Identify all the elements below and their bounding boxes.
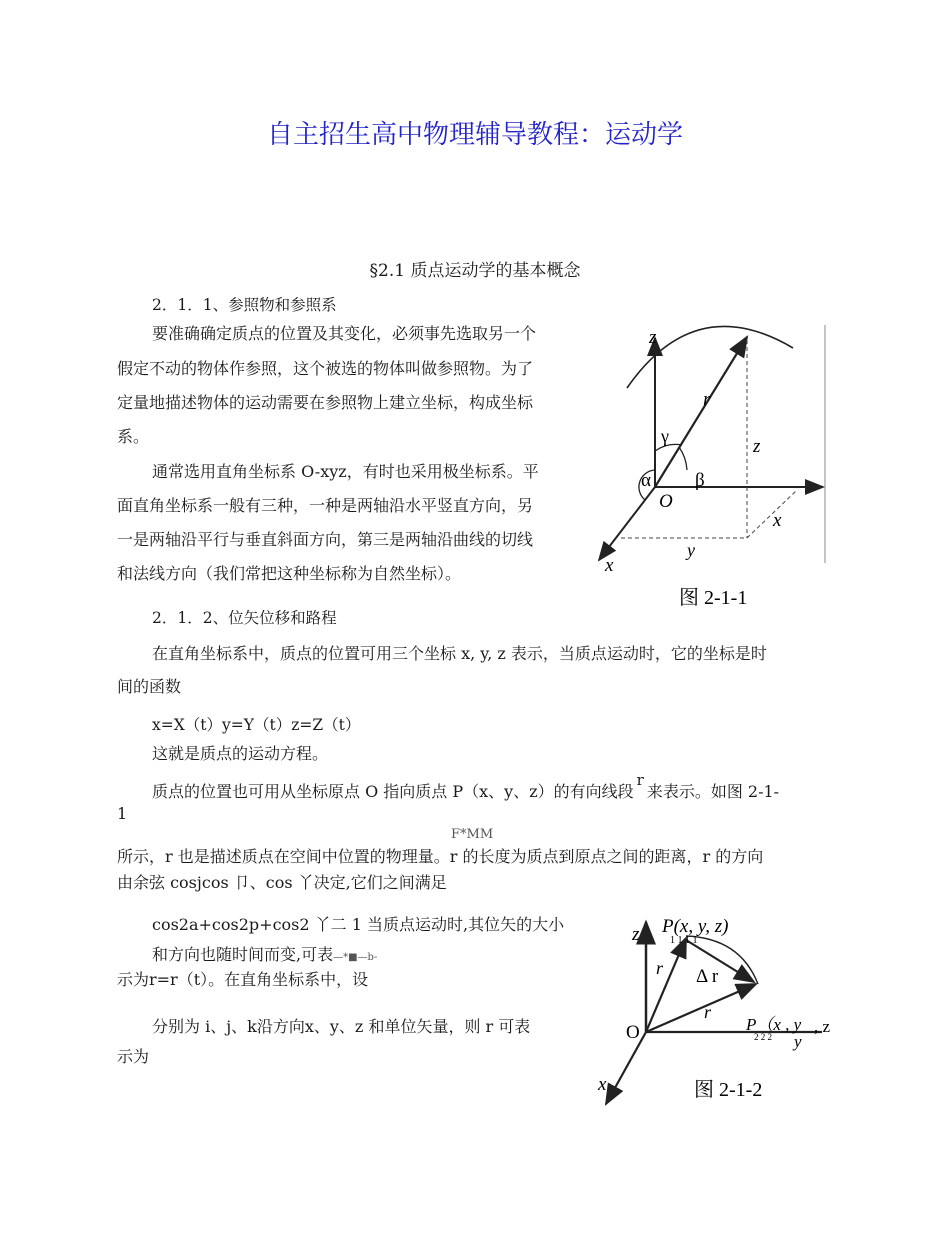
fig1-label-z-mid: z xyxy=(753,436,761,457)
position-vector xyxy=(655,337,747,487)
fig2-label-z: z xyxy=(632,924,640,945)
fig2-caption: 图 2-1-2 xyxy=(694,1079,763,1101)
fig2-label-p2-sub: 2 2 2 xyxy=(754,1032,772,1042)
ocr-noise: F*MM xyxy=(451,827,494,842)
para3-line1: 在直角坐标系中，质点的位置可用三个坐标 x, y, z 表示，当质点运动时，它的坐标是时 xyxy=(152,644,767,663)
fig2-label-p1: P(x, y, z) xyxy=(662,916,729,937)
para6-line2: 由余弦 cosjcos 卩、cos 丫决定,它们之间满足 xyxy=(117,873,447,892)
fig1-label-origin: O xyxy=(659,491,673,512)
para2-line4: 和法线方向（我们常把这种坐标称为自然坐标）。 xyxy=(117,564,462,583)
figure-2-1-1 xyxy=(585,320,835,620)
para2-line3: 一是两轴沿平行与垂直斜面方向，第三是两轴沿曲线的切线 xyxy=(117,530,534,549)
para6-line1: 所示，r 也是描述质点在空间中位置的物理量。r 的长度为质点到原点之间的距离，r 的方向 xyxy=(117,847,764,866)
para5-text-b: 来表示。如图 2-1- xyxy=(646,782,780,801)
equation-motion: x=X（t）y=Y（t）z=Z（t） xyxy=(152,716,361,734)
para7-noise: —*■—b- xyxy=(333,952,378,963)
section-heading: §2.1 质点运动学的基本概念 xyxy=(369,261,581,281)
para5-line2: 1 xyxy=(117,804,128,823)
para5-line1 xyxy=(152,771,780,809)
fig1-label-x-bottom: x xyxy=(605,555,614,576)
fig2-label-p1-sub: 1 1 1 1 xyxy=(670,935,698,946)
fig1-label-x-right: x xyxy=(773,510,782,531)
para1-line1: 要准确确定质点的位置及其变化，必须事先选取另一个 xyxy=(152,324,537,343)
fig2-label-dr: Δ r xyxy=(696,966,719,987)
x-axis xyxy=(599,487,655,560)
page-title: 自主招生高中物理辅导教程：运动学 xyxy=(266,120,683,150)
para7-line1: cos2a+cos2p+cos2 丫二 1 当质点运动时,其位矢的大小 xyxy=(152,915,565,934)
para1-line4: 系。 xyxy=(117,427,150,446)
fig1-label-y: y xyxy=(687,540,695,560)
fig2-label-r2: r xyxy=(704,1002,712,1022)
figure-2-1-2 xyxy=(590,910,845,1110)
fig1-label-z: z xyxy=(649,327,657,348)
fig1-caption: 图 2-1-1 xyxy=(679,587,748,609)
dashed-x xyxy=(747,490,797,538)
para2-line1: 通常选用直角坐标系 O-xyz，有时也采用极坐标系。平 xyxy=(152,462,539,481)
fig2-label-x: x xyxy=(598,1074,607,1095)
para7-text: 和方向也随时间而变,可表 xyxy=(152,945,334,964)
subsection-2-1-2: 2．1．2、位矢位移和路程 xyxy=(152,609,337,627)
fig2-label-y2: y xyxy=(794,1032,802,1051)
fig2-label-z2: , z xyxy=(814,1017,831,1036)
para5-text-a: 质点的位置也可用从坐标原点 O 指向质点 P（x、y、z）的有向线段 xyxy=(152,782,634,801)
subsection-2-1-1: 2．1．1、参照物和参照系 xyxy=(152,296,337,314)
para1-line2: 假定不动的物体作参照，这个被选的物体叫做参照物。为了 xyxy=(117,359,534,378)
para8-line1: 分别为 i、j、k沿方向x、y、z 和单位矢量，则 r 可表 xyxy=(152,1017,531,1036)
para4: 这就是质点的运动方程。 xyxy=(152,744,329,763)
para8-line2: 示为 xyxy=(117,1047,150,1066)
fig2-label-r1: r xyxy=(656,958,664,978)
fig1-label-r: r xyxy=(703,389,711,410)
fig2-label-p2: P（x , y xyxy=(746,1015,802,1034)
para3-line2: 间的函数 xyxy=(117,677,182,696)
fig1-label-beta: β xyxy=(695,470,705,491)
fig1-label-gamma: γ xyxy=(661,426,669,446)
para2-line2: 面直角坐标系一般有三种，一种是两轴沿水平竖直方向，另 xyxy=(117,496,534,515)
para1-line3: 定量地描述物体的运动需要在参照物上建立坐标，构成坐标 xyxy=(117,393,534,412)
fig2-label-origin: O xyxy=(626,1022,640,1043)
para7-line3: 示为r=r（t）。在直角坐标系中，设 xyxy=(117,970,369,989)
fig1-label-alpha: α xyxy=(641,470,651,491)
para5-vector-r: r xyxy=(636,771,644,789)
